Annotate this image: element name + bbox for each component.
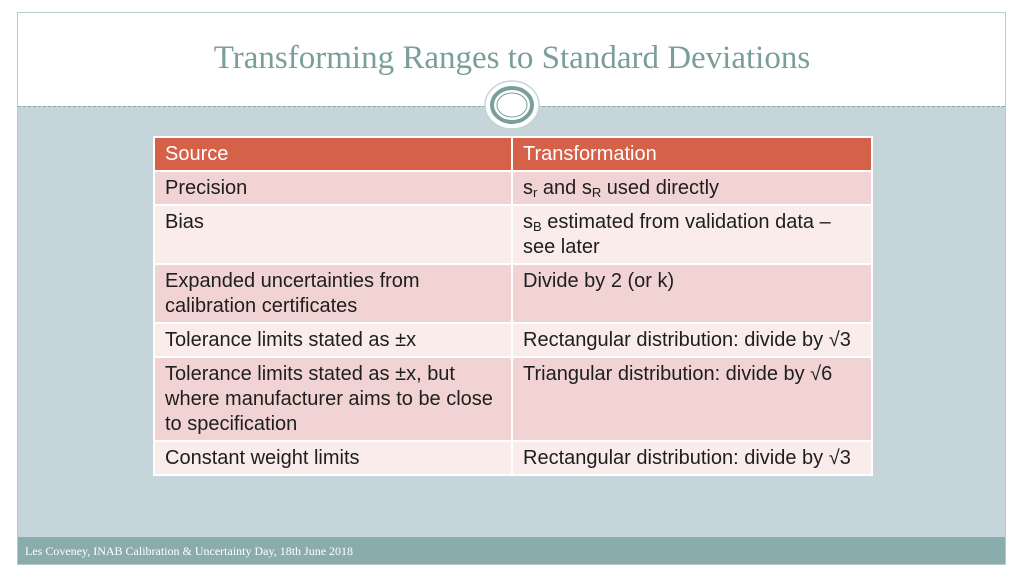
transformation-table — [153, 136, 871, 476]
transformation-cell: Rectangular distribution: divide by √3 — [512, 441, 872, 475]
text-used-directly: used directly — [601, 177, 720, 199]
transformation-cell: Rectangular distribution: divide by √3 — [512, 323, 872, 357]
transformation-cell — [512, 171, 872, 205]
symbol-s: s — [523, 177, 533, 199]
table-header-row — [154, 137, 872, 171]
double-ring-ornament-icon — [483, 79, 541, 131]
transformation-cell: Triangular distribution: divide by √6 — [512, 357, 872, 441]
symbol-s: s — [523, 211, 533, 233]
subscript-r: r — [533, 185, 538, 200]
footer-text: Les Coveney, INAB Calibration & Uncertainty Day, 18th June 2018 — [25, 544, 354, 558]
text-and-s: and s — [537, 177, 592, 199]
table-row — [154, 357, 872, 441]
transformation-cell — [512, 205, 872, 264]
header-transformation: Transformation — [512, 137, 872, 171]
table-row — [154, 264, 872, 323]
table-row — [154, 171, 872, 205]
table-row — [154, 441, 872, 475]
table-row — [154, 205, 872, 264]
table-row — [154, 323, 872, 357]
source-cell: Expanded uncertainties from calibration certificates — [154, 264, 512, 323]
slide-title: Transforming Ranges to Standard Deviations — [213, 40, 811, 76]
text-estimated: estimated from validation data – see later — [523, 211, 831, 258]
source-cell: Tolerance limits stated as ±x — [154, 323, 512, 357]
source-cell: Tolerance limits stated as ±x, but where manufacturer aims to be close to specification — [154, 357, 512, 441]
source-cell: Constant weight limits — [154, 441, 512, 475]
subscript-R: R — [591, 185, 602, 200]
header-source: Source — [154, 137, 512, 171]
transformation-cell: Divide by 2 (or k) — [512, 264, 872, 323]
subscript-B: B — [533, 219, 542, 234]
source-cell: Bias — [154, 205, 512, 264]
source-cell: Precision — [154, 171, 512, 205]
